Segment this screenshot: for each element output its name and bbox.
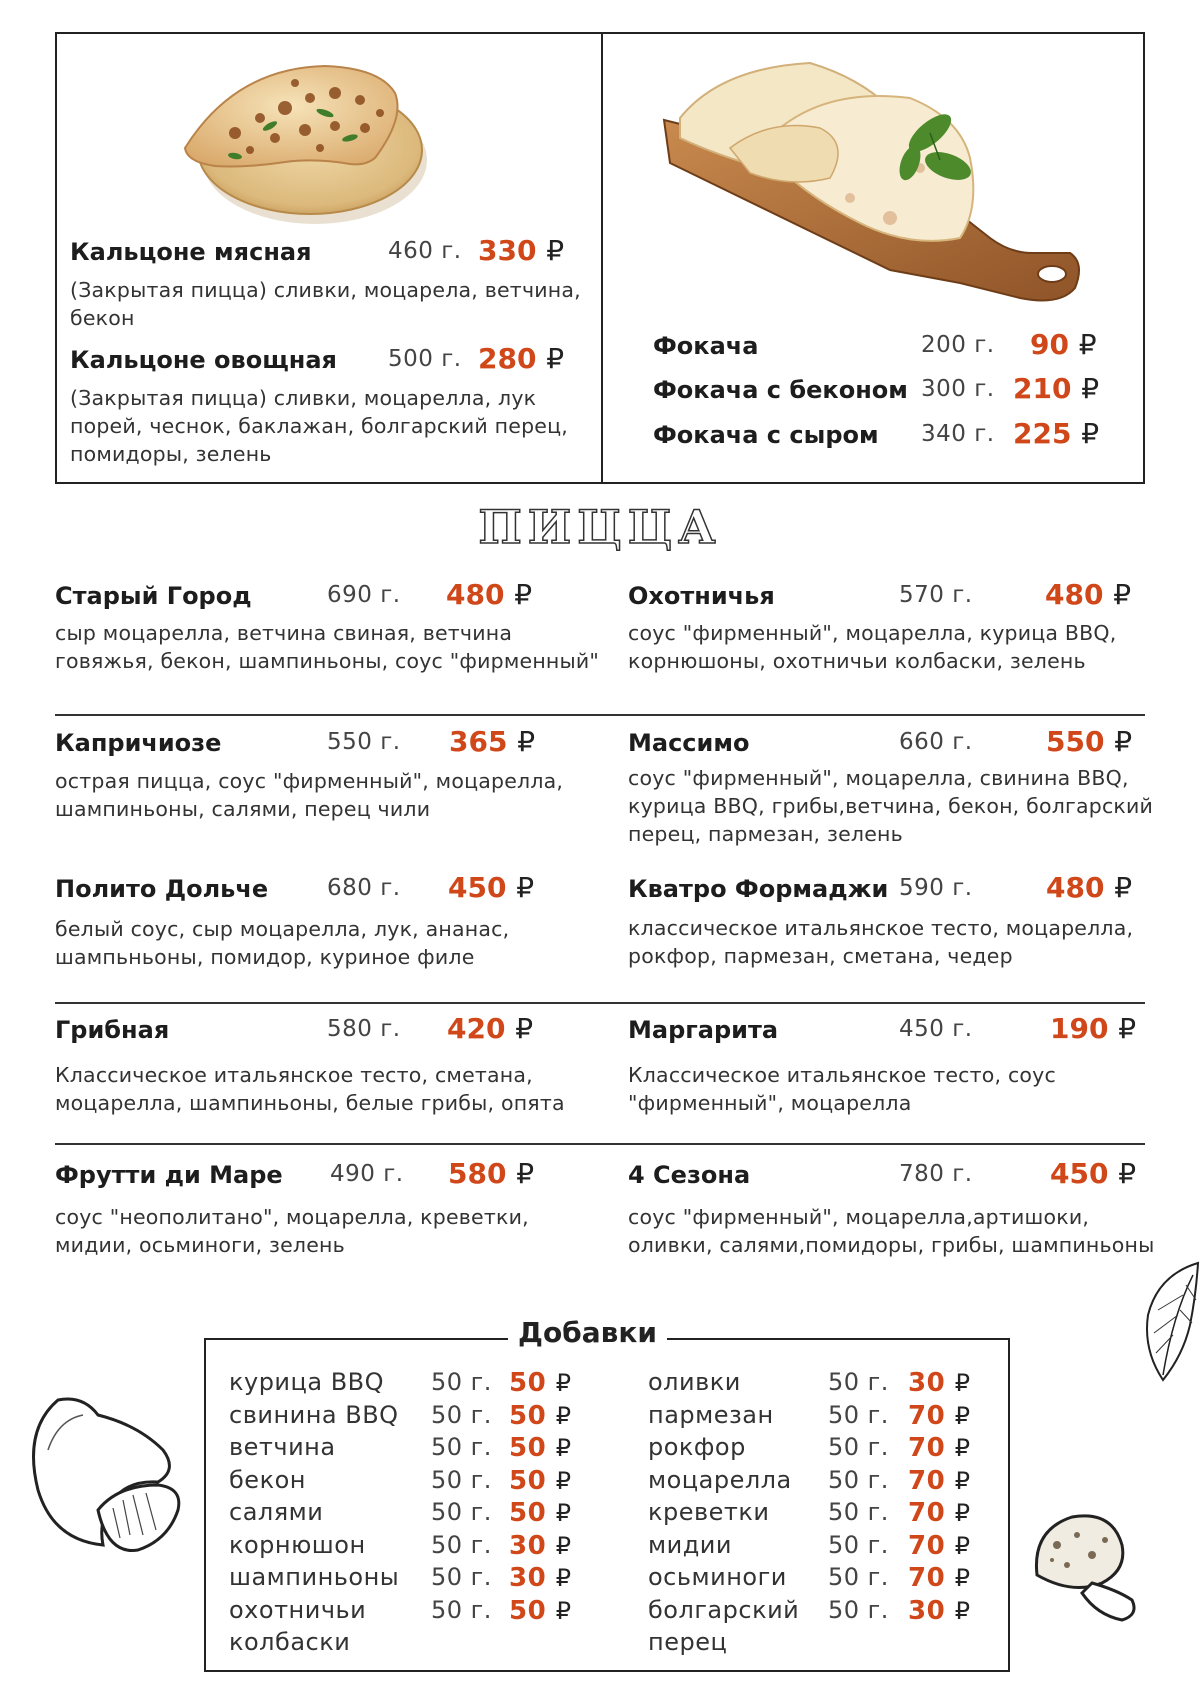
mushroom-illustration xyxy=(1027,1505,1142,1625)
pizza-name: Охотничья xyxy=(628,582,775,610)
pizza-name: Массимо xyxy=(628,729,750,757)
pizza-desc: соус "фирменный", моцарелла,артишоки, оливки, салями,помидоры, грибы, шампиньоны xyxy=(628,1205,1155,1257)
addon-name: колбаски xyxy=(229,1628,351,1656)
addon-price: 50 ₽ xyxy=(509,1433,572,1463)
addon-weight: 50 г. xyxy=(828,1433,889,1461)
pizza-desc: белый соус, сыр моцарелла, лук, ананас, шампьньоны, помидор, куриное филе xyxy=(55,917,510,969)
addon-name: осьминоги xyxy=(648,1563,787,1591)
addon-name: пармезан xyxy=(648,1400,774,1429)
pizza-weight: 660 г. xyxy=(899,729,973,755)
addon-row xyxy=(648,1596,978,1628)
addon-row xyxy=(229,1498,572,1530)
addon-row xyxy=(648,1531,978,1563)
addon-weight: 50 г. xyxy=(828,1498,889,1526)
addon-name: перец xyxy=(648,1628,728,1656)
pizza-weight: 690 г. xyxy=(327,582,401,608)
addon-weight: 50 г. xyxy=(431,1498,492,1526)
addon-name: салями xyxy=(229,1498,324,1526)
calzone-image xyxy=(175,38,435,228)
addon-weight: 50 г. xyxy=(828,1465,889,1494)
addon-weight: 50 г. xyxy=(431,1595,492,1624)
addon-row xyxy=(229,1628,559,1660)
section-title-pizza: ПИЦЦА xyxy=(478,500,722,554)
addon-row xyxy=(229,1465,572,1498)
addon-row xyxy=(648,1466,978,1498)
addon-row xyxy=(229,1433,572,1465)
pizza-desc: соус "неополитано", моцарелла, креветки, мидии, осьминоги, зелень xyxy=(55,1205,529,1257)
pizza-desc: сыр моцарелла, ветчина свиная, ветчина говяжья, бекон, шампиньоны, соус "фирменный" xyxy=(55,621,600,673)
pizza-price: 580 ₽ xyxy=(448,1157,535,1190)
addon-weight: 50 г. xyxy=(828,1400,889,1429)
addon-price: 50 ₽ xyxy=(509,1498,572,1528)
focaccia-weight: 200 г. xyxy=(921,332,995,358)
addon-name: рокфор xyxy=(648,1433,746,1461)
pizza-name: 4 Сезона xyxy=(628,1161,751,1189)
pizza-name: Кватро Формаджи xyxy=(628,875,889,903)
addon-row xyxy=(229,1563,572,1595)
addon-price: 50 ₽ xyxy=(509,1400,572,1431)
addon-name: оливки xyxy=(648,1368,741,1396)
mushroom-illustration xyxy=(28,1390,193,1560)
calzone-meat-weight: 460 г. xyxy=(388,238,462,264)
addon-row xyxy=(648,1368,978,1400)
pizza-weight: 680 г. xyxy=(327,875,401,901)
addon-name: охотничьи xyxy=(229,1595,367,1624)
pizza-weight: 550 г. xyxy=(327,729,401,755)
calzone-meat-price: 330 ₽ xyxy=(478,234,565,267)
calzone-veg-price: 280 ₽ xyxy=(478,342,565,375)
addon-price: 50 ₽ xyxy=(509,1595,572,1626)
addon-price: 70 ₽ xyxy=(908,1400,971,1431)
pizza-name: Маргарита xyxy=(628,1016,779,1044)
calzone-meat-name: Кальцоне мясная xyxy=(70,238,312,266)
addon-name: моцарелла xyxy=(648,1465,792,1494)
focaccia-cheese-name: Фокача с сыром xyxy=(653,421,879,449)
focaccia-name: Фокача xyxy=(653,332,759,360)
focaccia-bacon-name: Фокача с беконом xyxy=(653,376,908,404)
basil-leaf-illustration xyxy=(1138,1255,1200,1390)
addon-row xyxy=(648,1498,978,1530)
pizza-desc: классическое итальянское тесто, моцарелла, рокфор, пармезан, сметана, чедер xyxy=(628,916,1134,968)
pizza-price: 550 ₽ xyxy=(1046,725,1133,758)
pizza-price: 450 ₽ xyxy=(1050,1157,1137,1190)
addon-price: 50 ₽ xyxy=(509,1465,572,1496)
addon-price: 30 ₽ xyxy=(908,1368,971,1398)
pizza-desc: Классическое итальянское тесто, соус "фирменный", моцарелла xyxy=(628,1063,1056,1115)
pizza-weight: 570 г. xyxy=(899,582,973,608)
pizza-desc: острая пицца, соус "фирменный", моцарелла, шампиньоны, салями, перец чили xyxy=(55,769,564,821)
pizza-desc: соус "фирменный", моцарелла, курица BBQ, корнюшоны, охотничьи колбаски, зелень xyxy=(628,621,1117,673)
pizza-name: Капричиозе xyxy=(55,729,222,757)
calzone-veg-name: Кальцоне овощная xyxy=(70,346,337,374)
addon-price: 30 ₽ xyxy=(509,1563,572,1593)
addon-row xyxy=(229,1400,572,1433)
addon-weight: 50 г. xyxy=(431,1400,492,1429)
focaccia-bacon-price: 210 ₽ xyxy=(1013,372,1100,405)
addon-weight: 50 г. xyxy=(828,1530,889,1559)
addon-weight: 50 г. xyxy=(828,1563,889,1591)
addon-price: 70 ₽ xyxy=(908,1465,971,1496)
addon-weight: 50 г. xyxy=(431,1465,492,1494)
addon-price: 50 ₽ xyxy=(509,1368,572,1398)
addon-row xyxy=(229,1595,572,1628)
focaccia-cheese-price: 225 ₽ xyxy=(1013,417,1100,450)
addon-row xyxy=(648,1628,978,1660)
addon-name: мидии xyxy=(648,1530,732,1559)
pizza-price: 480 ₽ xyxy=(446,578,533,611)
addon-name: ветчина xyxy=(229,1433,336,1461)
focaccia-cheese-weight: 340 г. xyxy=(921,421,995,447)
addons-title: Добавки xyxy=(508,1316,667,1349)
pizza-weight: 580 г. xyxy=(327,1016,401,1042)
focaccia-price: 90 ₽ xyxy=(1030,328,1097,361)
addon-price: 70 ₽ xyxy=(908,1498,971,1528)
addon-weight: 50 г. xyxy=(828,1595,889,1624)
addon-name: шампиньоны xyxy=(229,1563,400,1591)
addon-row xyxy=(229,1530,572,1563)
pizza-weight: 450 г. xyxy=(899,1016,973,1042)
pizza-price: 480 ₽ xyxy=(1046,871,1133,904)
divider xyxy=(55,1002,1145,1004)
pizza-name: Полито Дольче xyxy=(55,875,269,903)
pizza-weight: 590 г. xyxy=(899,875,973,901)
divider xyxy=(55,1143,1145,1145)
divider xyxy=(55,714,1145,716)
addon-row xyxy=(229,1368,572,1400)
pizza-name: Старый Город xyxy=(55,582,252,610)
addon-price: 30 ₽ xyxy=(509,1530,572,1561)
addon-name: курица BBQ xyxy=(229,1368,385,1396)
addon-row xyxy=(648,1433,978,1465)
addon-weight: 50 г. xyxy=(431,1530,492,1559)
addon-weight: 50 г. xyxy=(828,1368,889,1396)
addon-row xyxy=(648,1563,978,1595)
addon-weight: 50 г. xyxy=(431,1563,492,1591)
calzone-veg-weight: 500 г. xyxy=(388,346,462,372)
addon-name: свинина BBQ xyxy=(229,1400,399,1429)
calzone-veg-desc: (Закрытая пицца) сливки, моцарелла, лук порей, чеснок, баклажан, болгарский перец, помидоры, зелень xyxy=(70,386,568,466)
pizza-desc: соус "фирменный", моцарелла, свинина BBQ, курица BBQ, грибы,ветчина, бекон, болгарский перец, пармезан, зелень xyxy=(628,766,1154,846)
addon-row xyxy=(648,1401,978,1433)
addon-weight: 50 г. xyxy=(431,1368,492,1396)
pizza-desc: Классическое итальянское тесто, сметана, моцарелла, шампиньоны, белые грибы, опята xyxy=(55,1063,565,1115)
pizza-price: 190 ₽ xyxy=(1050,1012,1137,1045)
focaccia-image xyxy=(660,48,1085,306)
addon-price: 70 ₽ xyxy=(908,1563,971,1593)
pizza-name: Фрутти ди Маре xyxy=(55,1161,283,1189)
addon-name: корнюшон xyxy=(229,1530,366,1559)
addon-weight: 50 г. xyxy=(431,1433,492,1461)
pizza-weight: 490 г. xyxy=(330,1161,404,1187)
addon-price: 70 ₽ xyxy=(908,1530,971,1561)
pizza-price: 365 ₽ xyxy=(449,725,536,758)
focaccia-bacon-weight: 300 г. xyxy=(921,376,995,402)
calzone-meat-desc: (Закрытая пицца) сливки, моцарела, ветчина, бекон xyxy=(70,278,581,330)
pizza-price: 420 ₽ xyxy=(447,1012,534,1045)
addon-name: болгарский xyxy=(648,1595,800,1624)
pizza-weight: 780 г. xyxy=(899,1161,973,1187)
pizza-name: Грибная xyxy=(55,1016,170,1044)
addon-name: бекон xyxy=(229,1465,306,1494)
pizza-price: 480 ₽ xyxy=(1045,578,1132,611)
addon-price: 30 ₽ xyxy=(908,1595,971,1626)
pizza-price: 450 ₽ xyxy=(448,871,535,904)
addon-name: креветки xyxy=(648,1498,770,1526)
addon-price: 70 ₽ xyxy=(908,1433,971,1463)
